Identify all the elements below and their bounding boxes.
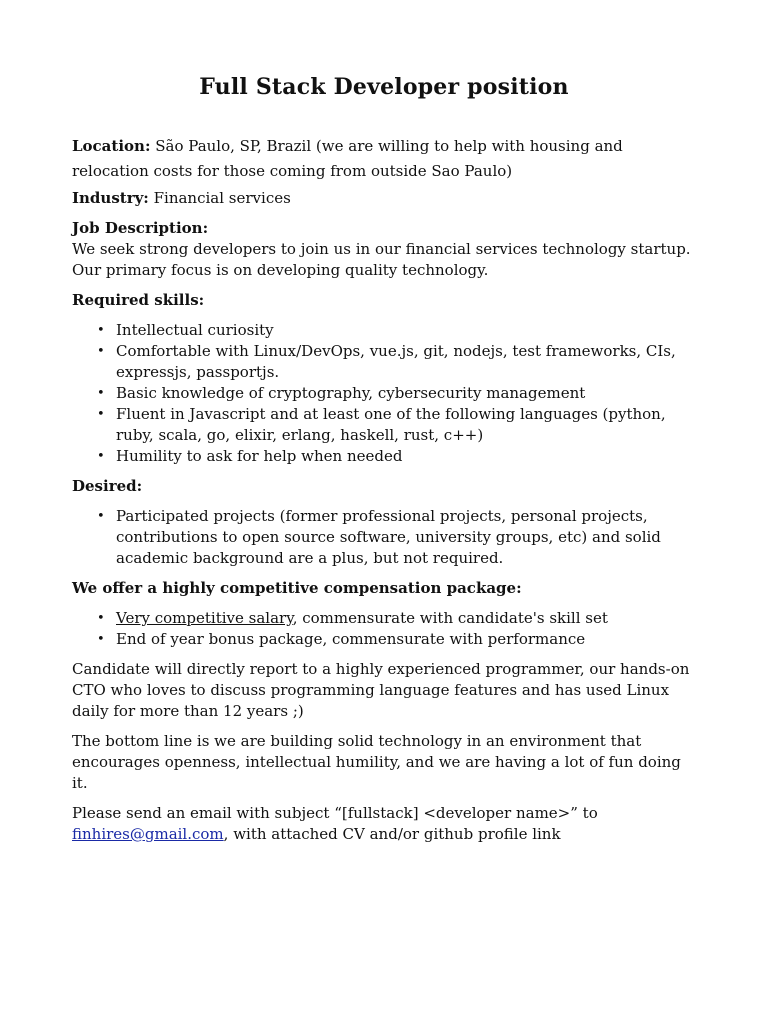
report-paragraph: Candidate will directly report to a highly experienced programmer, our hands-on CTO who loves to discuss programming language features and has used Linux daily for more than 12 years ;) (72, 660, 690, 720)
offer-list (72, 608, 696, 650)
industry-value: Financial services (148, 189, 291, 207)
list-item: • Basic knowledge of cryptography, cybersecurity management (116, 383, 696, 404)
location-line (72, 134, 696, 184)
required-skills-list (72, 320, 696, 467)
list-item: • Participated projects (former professional projects, personal projects, contributions to open source software, university groups, etc) and solid academic background are a plus, but not required. (116, 506, 696, 569)
salary-rest-text: , commensurate with candidate's skill set (292, 609, 608, 627)
salary-underlined-text: Very competitive salary (116, 609, 293, 627)
list-item: • Comfortable with Linux/DevOps, vue.js, git, nodejs, test frameworks, CIs, expressjs, passportjs. (116, 341, 696, 383)
offer-heading: We offer a highly competitive compensation package: (72, 579, 522, 597)
industry-line (72, 188, 696, 209)
bottom-line-paragraph: The bottom line is we are building solid technology in an environment that encourages openness, intellectual humility, and we are having a lot of fun doing it. (72, 732, 681, 792)
contact-paragraph (72, 803, 696, 845)
desired-heading: Desired: (72, 477, 143, 495)
page-title: Full Stack Developer position (199, 74, 569, 100)
contact-suffix: , with attached CV and/or github profile link (223, 825, 561, 843)
job-description-heading: Job Description: (72, 219, 209, 237)
required-skills-heading: Required skills: (72, 291, 205, 309)
job-description-text: We seek strong developers to join us in our financial services technology startup. Our primary focus is on developing quality technology. (72, 240, 691, 279)
location-value: São Paulo, SP, Brazil (we are willing to help with housing and relocation costs for those coming from outside Sao Paulo) (72, 137, 623, 180)
list-item: • Intellectual curiosity (116, 320, 696, 341)
industry-label: Industry: (72, 189, 149, 207)
contact-prefix: Please send an email with subject “[fullstack] <developer name>” to (72, 804, 598, 822)
desired-list (72, 506, 696, 569)
location-label: Location: (72, 137, 151, 155)
list-item: • Humility to ask for help when needed (116, 446, 696, 467)
list-item-bonus: • End of year bonus package, commensurate with performance (116, 629, 696, 650)
list-item: • Fluent in Javascript and at least one of the following languages (python, ruby, scala, go, elixir, erlang, haskell, rust, c++) (116, 404, 696, 446)
list-item-salary (116, 608, 696, 629)
email-link[interactable]: finhires@gmail.com (72, 825, 224, 843)
